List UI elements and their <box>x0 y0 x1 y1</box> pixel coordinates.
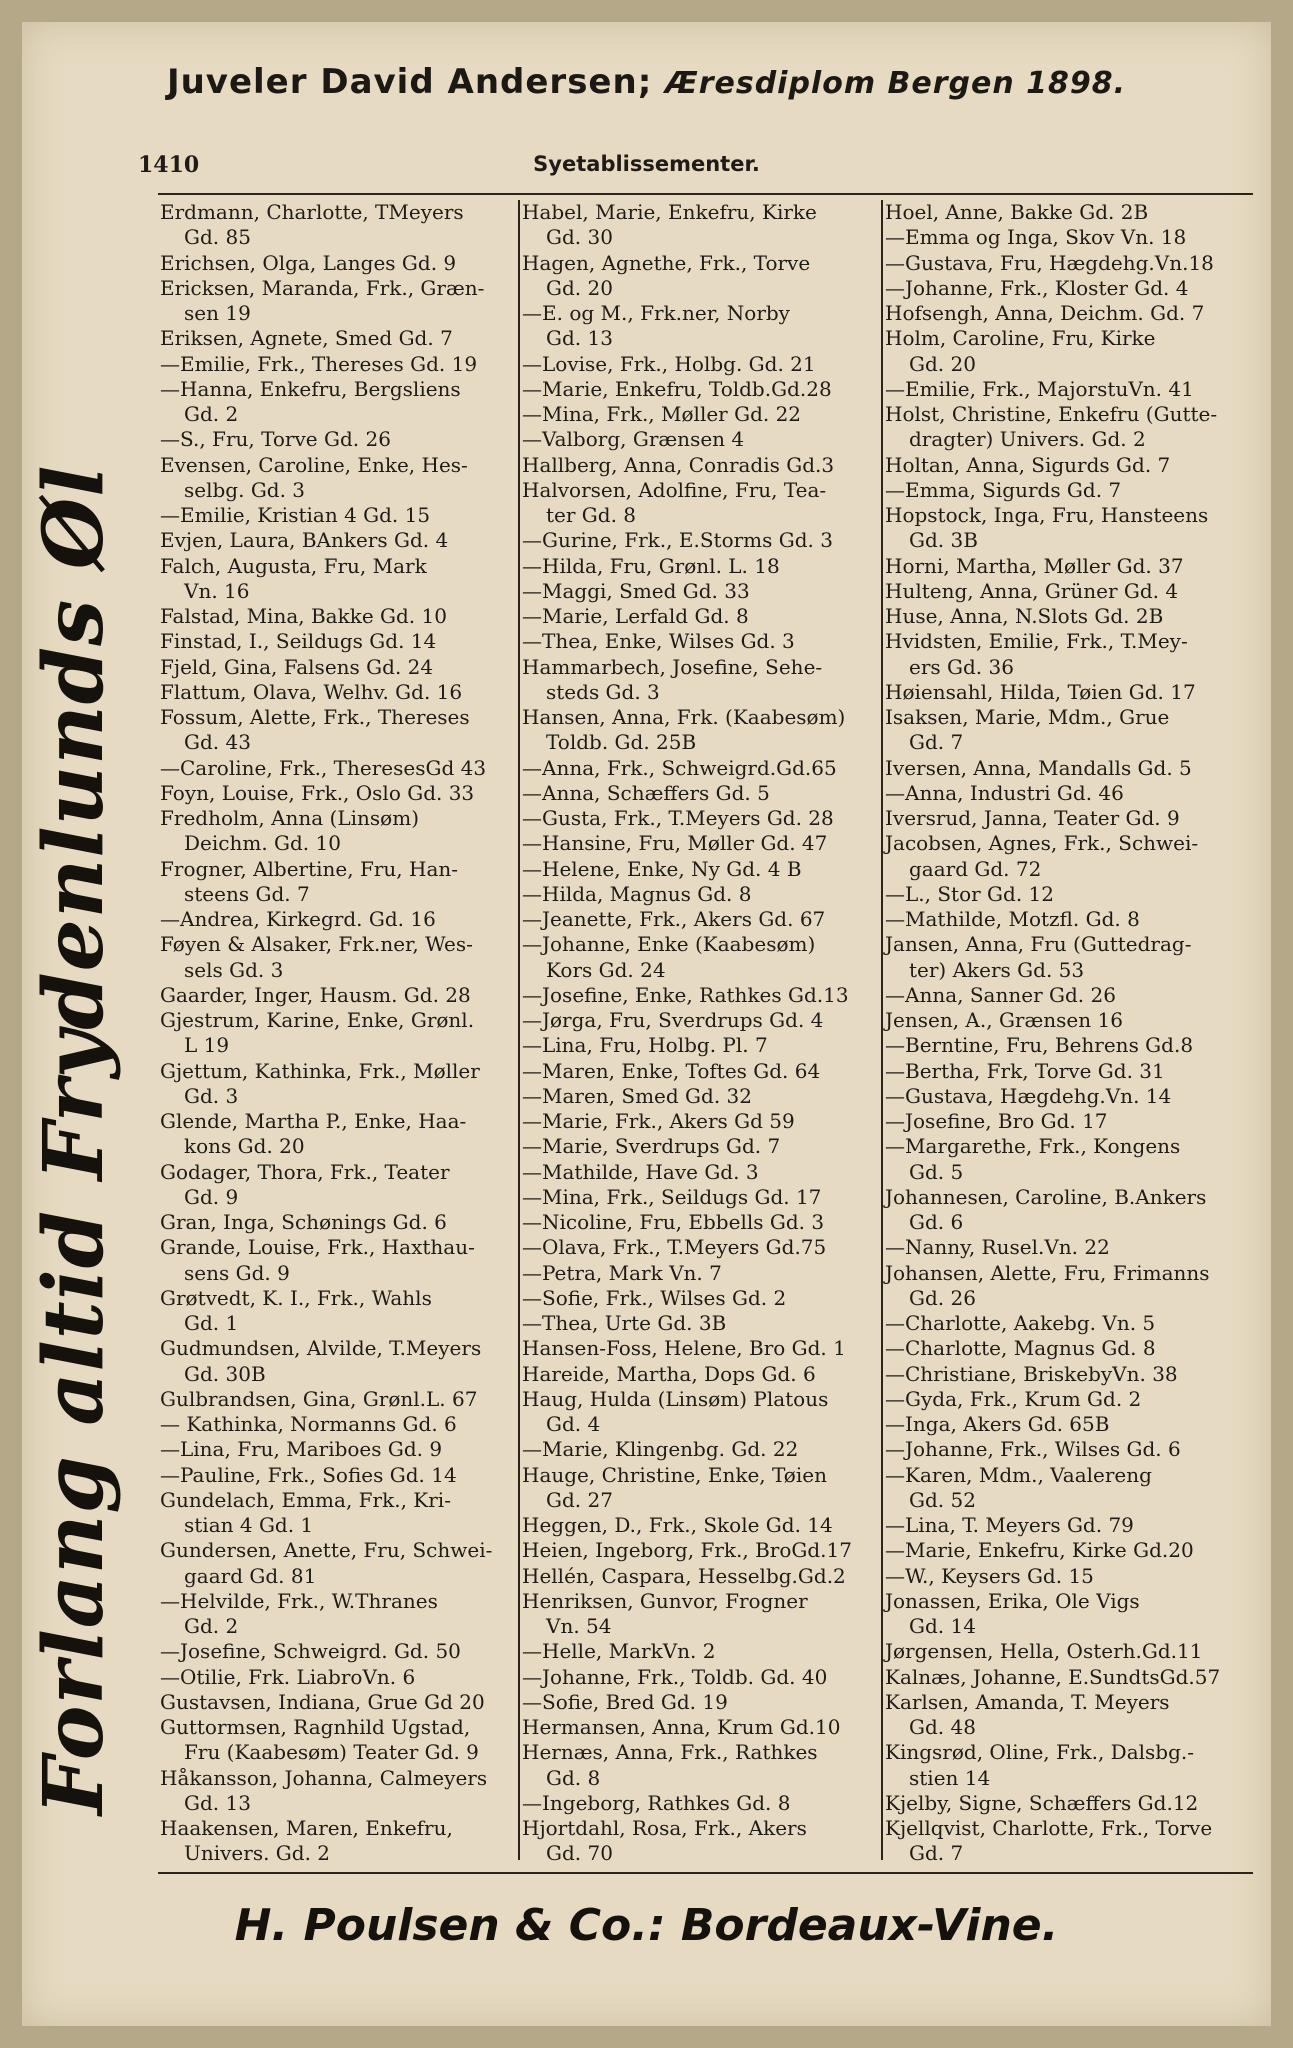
directory-entry-line: —Johanne, Frk., Kloster Gd. 4 <box>885 275 1189 300</box>
directory-entry-line: — Kathinka, Normanns Gd. 6 <box>160 1412 457 1436</box>
directory-entry-line: Hulteng, Anna, Grüner Gd. 4 <box>885 578 1179 603</box>
directory-entry-line: —Otilie, Frk. LiabroVn. 6 <box>160 1664 416 1689</box>
top-advertisement <box>0 62 1293 102</box>
directory-entry-line: Kjellqvist, Charlotte, Frk., Torve <box>885 1816 1213 1840</box>
directory-entry-line: Gd. 3 <box>184 1083 239 1108</box>
directory-entry-line: Håkansson, Johanna, Calmeyers <box>160 1765 488 1790</box>
directory-entry-line: —Marie, Enkefru, Kirke Gd.20 <box>885 1538 1194 1563</box>
directory-entry-line: —S., Fru, Torve Gd. 26 <box>160 427 391 452</box>
directory-entry-line: —Sofie, Bred Gd. 19 <box>522 1689 728 1714</box>
side-advertisement: Forlang altid Frydenlunds Øl <box>26 464 122 1815</box>
directory-entry-line: Hallberg, Anna, Conradis Gd.3 <box>522 452 835 477</box>
directory-entry-line: Vn. 54 <box>546 1614 612 1638</box>
directory-entry-line: Halvorsen, Adolfine, Fru, Tea- <box>522 477 827 502</box>
directory-entry-line: —Anna, Industri Gd. 46 <box>885 780 1124 805</box>
directory-entry-line: Foyn, Louise, Frk., Oslo Gd. 33 <box>160 780 475 805</box>
directory-entry-line: —Hilda, Magnus Gd. 8 <box>522 881 752 906</box>
directory-entry-line: Iversrud, Janna, Teater Gd. 9 <box>885 806 1180 830</box>
directory-entry-line: —Helle, MarkVn. 2 <box>522 1639 716 1664</box>
directory-entry-line: Gaarder, Inger, Hausm. Gd. 28 <box>160 982 471 1007</box>
directory-entry-line: Gd. 26 <box>909 1285 976 1310</box>
directory-entry-line: Iversen, Anna, Mandalls Gd. 5 <box>885 755 1192 780</box>
directory-entry-line: —Mina, Frk., Seildugs Gd. 17 <box>522 1184 822 1209</box>
directory-entry-line: Hansen-Foss, Helene, Bro Gd. 1 <box>522 1336 846 1361</box>
directory-column-2 <box>522 200 882 1867</box>
directory-entry-line: Gd. 2 <box>184 1614 239 1638</box>
directory-entry-line: Gudmundsen, Alvilde, T.Meyers <box>160 1336 482 1361</box>
header-rule <box>158 193 1253 195</box>
directory-entry-line: Gd. 6 <box>909 1210 964 1234</box>
directory-entry-line: Horni, Martha, Møller Gd. 37 <box>885 553 1184 578</box>
directory-entry-line: —Nanny, Rusel.Vn. 22 <box>885 1235 1110 1260</box>
directory-entry-line: gaard Gd. 72 <box>909 856 1042 881</box>
directory-entry-line: Holtan, Anna, Sigurds Gd. 7 <box>885 452 1171 477</box>
directory-entry-line: Gd. 70 <box>546 1841 613 1866</box>
directory-entry-line: Heggen, D., Frk., Skole Gd. 14 <box>522 1513 833 1537</box>
directory-entry-line: —Johanne, Frk., Toldb. Gd. 40 <box>522 1664 828 1689</box>
directory-entry-line: —E. og M., Frk.ner, Norby <box>522 301 790 325</box>
directory-entry-line: ers Gd. 36 <box>909 654 1014 679</box>
directory-entry-line: Jacobsen, Agnes, Frk., Schwei- <box>885 831 1199 856</box>
directory-entry-line: Guttormsen, Ragnhild Ugstad, <box>160 1715 471 1739</box>
directory-entry-line: Hansen, Anna, Frk. (Kaabesøm) <box>522 705 846 729</box>
directory-entry-line: Haakensen, Maren, Enkefru, <box>160 1816 453 1840</box>
directory-entry-line: —Gustava, Fru, Hægdehg.Vn.18 <box>885 250 1214 275</box>
directory-entry-line: —Josefine, Enke, Rathkes Gd.13 <box>522 982 849 1007</box>
directory-entry-line: —Emilie, Frk., MajorstuVn. 41 <box>885 376 1194 401</box>
directory-entry-line: Univers. Gd. 2 <box>184 1841 331 1866</box>
footer-rule <box>158 1872 1253 1874</box>
directory-entry-line: stien 14 <box>909 1765 991 1790</box>
directory-entry-line: —Gurine, Frk., E.Storms Gd. 3 <box>522 528 833 553</box>
directory-entry-line: —Marie, Frk., Akers Gd 59 <box>522 1109 795 1133</box>
directory-entry-line: sen 19 <box>184 301 251 325</box>
directory-entry-line: —Jørga, Fru, Sverdrups Gd. 4 <box>522 1008 824 1032</box>
directory-entry-line: stian 4 Gd. 1 <box>184 1513 314 1537</box>
directory-entry-line: Hernæs, Anna, Frk., Rathkes <box>522 1740 818 1765</box>
directory-entry-line: steens Gd. 7 <box>184 881 310 906</box>
directory-entry-line: Falch, Augusta, Fru, Mark <box>160 553 427 578</box>
directory-entry-line: —Marie, Enkefru, Toldb.Gd.28 <box>522 376 832 401</box>
directory-entry-line: sels Gd. 3 <box>184 957 284 982</box>
directory-entry-line: —Maren, Smed Gd. 32 <box>522 1083 752 1108</box>
directory-entry-line: Gd. 4 <box>546 1412 601 1436</box>
directory-entry-line: Fossum, Alette, Frk., Thereses <box>160 705 470 729</box>
directory-entry-line: —Thea, Urte Gd. 3B <box>522 1311 727 1335</box>
directory-entry-line: —Mina, Frk., Møller Gd. 22 <box>522 402 802 426</box>
directory-entry-line: —Karen, Mdm., Vaalereng <box>885 1462 1152 1487</box>
directory-entry-line: Gd. 43 <box>184 730 251 755</box>
directory-entry-line: Hellén, Caspara, Hesselbg.Gd.2 <box>522 1563 846 1588</box>
directory-entry-line: —Anna, Sanner Gd. 26 <box>885 982 1116 1007</box>
directory-entry-line: Heien, Ingeborg, Frk., BroGd.17 <box>522 1538 852 1563</box>
directory-entry-line: —Helvilde, Frk., W.Thranes <box>160 1588 438 1613</box>
directory-entry-line: kons Gd. 20 <box>184 1134 305 1159</box>
directory-entry-line: Toldb. Gd. 25B <box>546 730 697 755</box>
directory-entry-line: sens Gd. 9 <box>184 1260 290 1285</box>
directory-entry-line: —Marie, Sverdrups Gd. 7 <box>522 1134 781 1159</box>
directory-entry-line: Gd. 20 <box>546 275 613 300</box>
directory-entry-line: —Mathilde, Motzfl. Gd. 8 <box>885 907 1140 931</box>
directory-entry-line: Føyen & Alsaker, Frk.ner, Wes- <box>160 932 473 957</box>
directory-entry-line: —Emilie, Kristian 4 Gd. 15 <box>160 503 431 527</box>
directory-entry-line: —Emma, Sigurds Gd. 7 <box>885 477 1122 502</box>
directory-entry-line: —Charlotte, Aakebg. Vn. 5 <box>885 1311 1156 1335</box>
directory-entry-line: —Charlotte, Magnus Gd. 8 <box>885 1336 1156 1361</box>
directory-entry-line: —Valborg, Grænsen 4 <box>522 427 745 452</box>
directory-entry-line: Falstad, Mina, Bakke Gd. 10 <box>160 604 447 628</box>
directory-entry-line: Gd. 30 <box>546 225 613 250</box>
directory-entry-line: —Anna, Schæffers Gd. 5 <box>522 780 770 805</box>
directory-entry-line: —Anna, Frk., Schweigrd.Gd.65 <box>522 755 837 780</box>
directory-entry-line: Hoel, Anne, Bakke Gd. 2B <box>885 200 1149 224</box>
directory-entry-line: Eriksen, Agnete, Smed Gd. 7 <box>160 326 453 351</box>
directory-entry-line: Kalnæs, Johanne, E.SundtsGd.57 <box>885 1664 1221 1689</box>
directory-entry-line: Gjettum, Kathinka, Frk., Møller <box>160 1058 480 1083</box>
directory-entry-line: Gd. 13 <box>184 1790 251 1815</box>
directory-entry-line: Johannesen, Caroline, B.Ankers <box>885 1184 1207 1209</box>
directory-entry-line: Deichm. Gd. 10 <box>184 831 341 856</box>
directory-entry-line: —Helene, Enke, Ny Gd. 4 B <box>522 856 802 881</box>
directory-entry-line: Jonassen, Erika, Ole Vigs <box>885 1588 1140 1613</box>
directory-entry-line: Flattum, Olava, Welhv. Gd. 16 <box>160 679 463 704</box>
directory-entry-line: Gd. 7 <box>909 1841 964 1866</box>
directory-entry-line: Høiensahl, Hilda, Tøien Gd. 17 <box>885 679 1196 704</box>
directory-entry-line: Gd. 48 <box>909 1715 976 1739</box>
directory-entry-line: Gd. 5 <box>909 1159 964 1184</box>
directory-entry-line: —Hanna, Enkefru, Bergsliens <box>160 376 461 401</box>
directory-entry-line: Evjen, Laura, BAnkers Gd. 4 <box>160 528 449 553</box>
directory-entry-line: Gd. 2 <box>184 402 239 426</box>
directory-entry-line: —Mathilde, Have Gd. 3 <box>522 1159 759 1184</box>
directory-entry-line: —Bertha, Frk, Torve Gd. 31 <box>885 1058 1165 1083</box>
directory-entry-line: —Gyda, Frk., Krum Gd. 2 <box>885 1386 1142 1411</box>
award-ad-text: Æresdiplom Bergen 1898. <box>665 66 1127 101</box>
directory-entry-line: Gulbrandsen, Gina, Grønl.L. 67 <box>160 1386 478 1411</box>
directory-entry-line: Gd. 8 <box>546 1765 601 1790</box>
directory-entry-line: Jansen, Anna, Fru (Guttedrag- <box>885 932 1192 957</box>
directory-entry-line: —Josefine, Bro Gd. 17 <box>885 1109 1108 1133</box>
directory-entry-line: Ericksen, Maranda, Frk., Græn- <box>160 275 485 300</box>
bottom-advertisement: H. Poulsen & Co.: Bordeaux-Vine. <box>234 1900 1059 1951</box>
directory-entry-line: Gjestrum, Karine, Enke, Grønl. <box>160 1008 475 1032</box>
directory-entry-line: Habel, Marie, Enkefru, Kirke <box>522 200 817 224</box>
directory-entry-line: —Pauline, Frk., Sofies Gd. 14 <box>160 1462 457 1487</box>
directory-entry-line: —Christiane, BriskebyVn. 38 <box>885 1361 1178 1386</box>
directory-entry-line: Fjeld, Gina, Falsens Gd. 24 <box>160 654 434 679</box>
directory-entry-line: —Lovise, Frk., Holbg. Gd. 21 <box>522 351 816 376</box>
directory-entry-line: Evensen, Caroline, Enke, Hes- <box>160 452 468 477</box>
directory-entry-line: —Olava, Frk., T.Meyers Gd.75 <box>522 1235 827 1260</box>
directory-entry-line: Grande, Louise, Frk., Haxthau- <box>160 1235 475 1260</box>
directory-entry-line: —Nicoline, Fru, Ebbells Gd. 3 <box>522 1210 825 1234</box>
directory-entry-line: Erdmann, Charlotte, TMeyers <box>160 200 464 224</box>
directory-entry-line: Hermansen, Anna, Krum Gd.10 <box>522 1715 841 1739</box>
directory-entry-line: ter Gd. 8 <box>546 503 637 527</box>
directory-entry-line: Godager, Thora, Frk., Teater <box>160 1159 450 1184</box>
directory-entry-line: Jensen, A., Grænsen 16 <box>885 1008 1123 1032</box>
directory-entry-line: —L., Stor Gd. 12 <box>885 881 1054 906</box>
directory-entry-line: —Andrea, Kirkegrd. Gd. 16 <box>160 907 436 931</box>
directory-entry-line: —Maggi, Smed Gd. 33 <box>522 578 750 603</box>
directory-entry-line: Gd. 30B <box>184 1361 266 1386</box>
directory-entry-line: —Hansine, Fru, Møller Gd. 47 <box>522 831 828 856</box>
directory-entry-line: Gd. 3B <box>909 528 978 553</box>
directory-entry-line: Henriksen, Gunvor, Frogner <box>522 1588 808 1613</box>
directory-entry-line: Haug, Hulda (Linsøm) Platous <box>522 1386 829 1411</box>
directory-entry-line: Johansen, Alette, Fru, Frimanns <box>885 1260 1210 1285</box>
directory-entry-line: —Jeanette, Frk., Akers Gd. 67 <box>522 907 826 931</box>
directory-entry-line: —Caroline, Frk., TheresesGd 43 <box>160 755 487 780</box>
directory-entry-line: Glende, Martha P., Enke, Haa- <box>160 1109 467 1133</box>
directory-entry-line: ter) Akers Gd. 53 <box>909 957 1085 982</box>
directory-entry-line: —W., Keysers Gd. 15 <box>885 1563 1094 1588</box>
directory-entry-line: Gd. 14 <box>909 1614 976 1638</box>
directory-entry-line: L 19 <box>184 1033 230 1058</box>
directory-column-3 <box>885 200 1245 1867</box>
directory-entry-line: Gustavsen, Indiana, Grue Gd 20 <box>160 1689 485 1714</box>
directory-entry-line: —Petra, Mark Vn. 7 <box>522 1260 722 1285</box>
directory-entry-line: —Berntine, Fru, Behrens Gd.8 <box>885 1033 1194 1058</box>
directory-column-1 <box>160 200 520 1867</box>
directory-entry-line: Gd. 27 <box>546 1487 613 1512</box>
directory-entry-line: Gd. 13 <box>546 326 613 351</box>
directory-entry-line: Gd. 20 <box>909 351 976 376</box>
directory-entry-line: Holst, Christine, Enkefru (Gutte- <box>885 402 1218 426</box>
directory-entry-line: Fru (Kaabesøm) Teater Gd. 9 <box>184 1740 479 1765</box>
directory-entry-line: Hopstock, Inga, Fru, Hansteens <box>885 503 1209 527</box>
directory-entry-line: Gd. 1 <box>184 1311 239 1335</box>
directory-entry-line: —Lina, Fru, Mariboes Gd. 9 <box>160 1437 443 1462</box>
directory-entry-line: selbg. Gd. 3 <box>184 477 306 502</box>
directory-entry-line: Hvidsten, Emilie, Frk., T.Mey- <box>885 629 1188 654</box>
directory-entry-line: —Johanne, Frk., Wilses Gd. 6 <box>885 1437 1181 1462</box>
directory-entry-line: Frogner, Albertine, Fru, Han- <box>160 856 459 881</box>
directory-entry-line: Jørgensen, Hella, Osterh.Gd.11 <box>885 1639 1203 1664</box>
directory-entry-line: —Ingeborg, Rathkes Gd. 8 <box>522 1790 791 1815</box>
directory-entry-line: Hagen, Agnethe, Frk., Torve <box>522 250 811 275</box>
directory-entry-line: —Gusta, Frk., T.Meyers Gd. 28 <box>522 806 834 830</box>
directory-entry-line: —Inga, Akers Gd. 65B <box>885 1412 1110 1436</box>
directory-entry-line: Gundelach, Emma, Frk., Kri- <box>160 1487 451 1512</box>
directory-entry-line: Kjelby, Signe, Schæffers Gd.12 <box>885 1790 1199 1815</box>
directory-entry-line: Gundersen, Anette, Fru, Schwei- <box>160 1538 493 1563</box>
directory-entry-line: —Lina, T. Meyers Gd. 79 <box>885 1513 1134 1537</box>
directory-entry-line: dragter) Univers. Gd. 2 <box>909 427 1146 452</box>
section-title: Syetablissementer. <box>533 152 760 176</box>
directory-entry-line: —Thea, Enke, Wilses Gd. 3 <box>522 629 795 654</box>
directory-entry-line: —Lina, Fru, Holbg. Pl. 7 <box>522 1033 768 1058</box>
directory-entry-line: —Hilda, Fru, Grønl. L. 18 <box>522 553 780 578</box>
directory-entry-line: Gd. 7 <box>909 730 964 755</box>
directory-entry-line: Isaksen, Marie, Mdm., Grue <box>885 705 1170 729</box>
directory-entry-line: Hareide, Martha, Dops Gd. 6 <box>522 1361 816 1386</box>
directory-entry-line: —Emma og Inga, Skov Vn. 18 <box>885 225 1187 250</box>
directory-entry-line: Finstad, I., Seildugs Gd. 14 <box>160 629 437 654</box>
directory-entry-line: gaard Gd. 81 <box>184 1563 317 1588</box>
directory-entry-line: Gran, Inga, Schønings Gd. 6 <box>160 1210 447 1234</box>
directory-entry-line: —Maren, Enke, Toftes Gd. 64 <box>522 1058 821 1083</box>
directory-entry-line: —Gustava, Hægdehg.Vn. 14 <box>885 1083 1172 1108</box>
directory-entry-line: —Johanne, Enke (Kaabesøm) <box>522 932 816 957</box>
directory-entry-line: Hjortdahl, Rosa, Frk., Akers <box>522 1816 807 1840</box>
directory-entry-line: Gd. 9 <box>184 1184 239 1209</box>
directory-entry-line: —Emilie, Frk., Thereses Gd. 19 <box>160 351 478 376</box>
directory-entry-line: Kingsrød, Oline, Frk., Dalsbg.- <box>885 1740 1194 1765</box>
directory-entry-line: Gd. 52 <box>909 1487 976 1512</box>
jeweler-ad-text: Juveler David Andersen; <box>166 62 653 102</box>
directory-entry-line: Hauge, Christine, Enke, Tøien <box>522 1462 827 1487</box>
directory-entry-line: —Marie, Klingenbg. Gd. 22 <box>522 1437 799 1462</box>
directory-entry-line: —Marie, Lerfald Gd. 8 <box>522 604 749 628</box>
directory-entry-line: Huse, Anna, N.Slots Gd. 2B <box>885 604 1164 628</box>
directory-entry-line: Vn. 16 <box>184 578 250 603</box>
directory-entry-line: Erichsen, Olga, Langes Gd. 9 <box>160 250 457 275</box>
directory-entry-line: —Sofie, Frk., Wilses Gd. 2 <box>522 1285 787 1310</box>
directory-entry-line: Hofsengh, Anna, Deichm. Gd. 7 <box>885 301 1205 325</box>
directory-entry-line: Holm, Caroline, Fru, Kirke <box>885 326 1156 351</box>
directory-entry-line: Gd. 85 <box>184 225 251 250</box>
directory-entry-line: Hammarbech, Josefine, Sehe- <box>522 654 823 679</box>
directory-entry-line: Karlsen, Amanda, T. Meyers <box>885 1689 1170 1714</box>
directory-entry-line: Grøtvedt, K. I., Frk., Wahls <box>160 1285 432 1310</box>
directory-entry-line: —Margarethe, Frk., Kongens <box>885 1134 1181 1159</box>
directory-entry-line: Kors Gd. 24 <box>546 957 666 982</box>
directory-entry-line: steds Gd. 3 <box>546 679 660 704</box>
directory-entry-line: Fredholm, Anna (Linsøm) <box>160 806 419 830</box>
page-number: 1410 <box>138 152 200 178</box>
directory-entry-line: —Josefine, Schweigrd. Gd. 50 <box>160 1639 461 1664</box>
